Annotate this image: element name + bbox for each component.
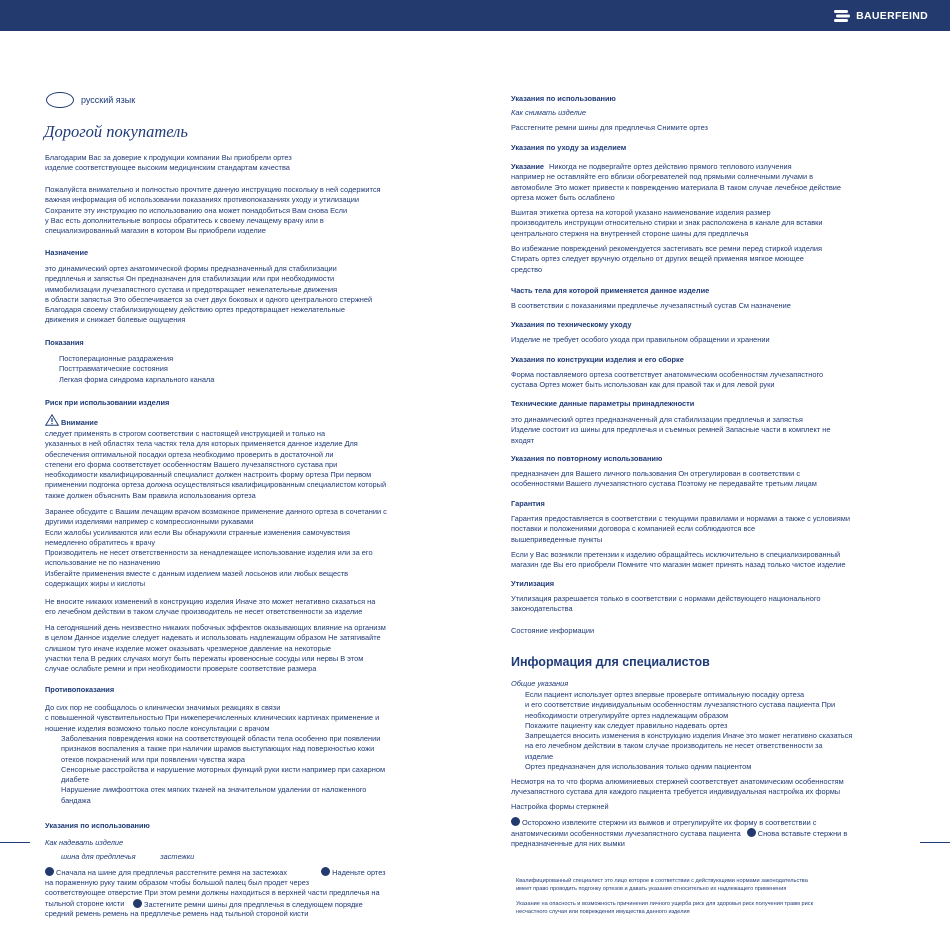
risk-text-3: Не вносите никаких изменений в конструкцию изделия Иначе это может негативно сказаться на его лечебном действии в таком случае производитель не несет ответственности за изделие xyxy=(45,597,376,617)
intro-text: Благодарим Вас за доверие к продукции компании Вы приобрели ортез изделие соответствующее высоким медицинским стандартам качества xyxy=(45,153,292,173)
removal-text: Расстегните ремни шины для предплечья Снимите ортез xyxy=(511,123,708,132)
care-text-2: Вшитая этикетка ортеза на которой указано наименование изделия размер производитель инструкции относительно стирки и знак расположена в канале для вставки центрального стержня на внутренней стороне шины для предплечья xyxy=(511,208,823,238)
purpose-text: это динамический ортез анатомической формы предназначенный для стабилизации предплечья и запястья Он предназначен для стабилизации или при необходимости иммобилизации лучезапястного сустава и предотвращает нежелательные движения в области запястья Это обеспечивается за счет двух боковых и одного центрального стержней Благодаря своему стабилизирующему действию ортез предотвращает нежелательные движения и снижает болевые ощущения xyxy=(45,264,373,325)
tech-care-heading: Указания по техническому уходу xyxy=(511,320,632,329)
adjust-step-2: Снова вставьте стержни в xyxy=(757,829,848,838)
adjust-heading: Настройка формы стержней xyxy=(511,802,609,811)
body-part-heading: Часть тела для которой применяется данное изделие xyxy=(511,286,710,295)
usage-step-2: Наденьте ортез xyxy=(332,868,386,877)
reuse-text: предназначен для Вашего личного пользования Он отрегулирован в соответствии с особенностями Вашего лучезапястного сустава Поэтому не передавайте третьим лицам xyxy=(511,469,817,489)
usage-step-1: Сначала на шине для предплечья расстегните ремня на застежках xyxy=(56,868,288,877)
warranty-text-2: Если у Вас возникли претензии к изделию обращайтесь исключительно в специализированный магазин где Вы его приобрели Помните что магазин может принять назад только чистое изделие xyxy=(511,550,846,570)
risk-heading: Риск при использовании изделия xyxy=(45,398,170,407)
right-edge-rule xyxy=(920,842,950,843)
adjust-step-2-cont: предназначенные для них вымки xyxy=(511,839,625,848)
usage-subheading: Как надевать изделие xyxy=(45,838,124,847)
general-list: Если пациент использует ортез впервые проверьте оптимальную посадку ортеза и его соответствие индивидуальным особенностям лучезапястного сустава пациента При необходимости отрегулируйте ортез надлежащим образом Покажите пациенту как следует правильно надевать ортез Запрещается вносить изменения в конструкцию изделия Иначе это может негативно сказаться на его лечебном действии в таком случае производитель не несет ответственности за изделие Ортез предназначен для использования только одним пациентом xyxy=(525,690,853,772)
specs-heading: Технические данные параметры принадлежности xyxy=(511,399,695,408)
usage-strap-order: средний ремень ремень на предплечье ремень над тыльной стороной кисти xyxy=(45,909,309,918)
contraindications-list: Заболевания повреждения кожи на соответствующей области тела особенно при появлении признаков воспаления а также при наличии шрамов выступающих над поверхностью кожи отеков покраснений или при появлении чувства жара Сенсорные расстройства и нарушение моторных функций руки кисти например при сахарном диабете Нарушение лимфооттока отек мягких тканей на значительном удалении от наложенного бандажа xyxy=(61,734,386,805)
indications-heading: Показания xyxy=(45,338,84,347)
reuse-heading: Указания по повторному использованию xyxy=(511,454,663,463)
tech-care-text: Изделие не требует особого ухода при правильном обращении и хранении xyxy=(511,335,770,344)
warranty-text-1: Гарантия предоставляется в соответствии с текущими правилами и нормами а также с условиями поставки и положениями договора с компанией если соблюдаются все вышеприведенные пункты xyxy=(511,514,850,544)
usage-step-row xyxy=(45,867,445,878)
usage-step-text: на пораженную руку таким образом чтобы большой палец был продет через соответствующее отверстие При этом ремни должны находиться в верхней части предплечья на тыльной стороне кисти xyxy=(45,878,380,908)
removal-subheading: Как снимать изделие xyxy=(511,108,586,117)
language-badge xyxy=(46,92,74,108)
top-bar xyxy=(0,0,950,31)
intro-text-2: Пожалуйста внимательно и полностью прочтите данную инструкцию поскольку в ней содержится важная информация об использовании показаниях противопоказаниях уходу и утилизации Сохраните эту инструкцию по использованию она может понадобиться Вам снова Если у Вас есть дополнительные вопросы обратитесь к своему лечащему врачу или в специализированный магазин в котором Вы приобрели изделие xyxy=(45,185,381,236)
body-part-text: В соответствии с показаниями предплечье лучезапястный сустав См назначение xyxy=(511,301,791,310)
adjust-step-1-icon xyxy=(511,817,520,826)
adjust-step-row-1 xyxy=(511,817,911,828)
usage-step-3: Застегните ремни шины для предплечья в следующем порядке xyxy=(144,900,363,909)
page-title: Дорогой покупатель xyxy=(44,122,188,141)
info-status: Состояние информации xyxy=(511,626,595,635)
care-text-3: Во избежание повреждений рекомендуется застегивать все ремни перед стиркой изделия Стирать ортез следует вручную отдельно от других вещей применяя мягкое моющее средство xyxy=(511,244,823,274)
adjust-step-1: Осторожно извлеките стержни из вымков и отрегулируйте их форму в соответствии с xyxy=(522,818,817,827)
left-edge-rule xyxy=(0,842,30,843)
removal-heading: Указания по использованию xyxy=(511,94,616,103)
warning-icon xyxy=(45,414,59,426)
step-3-icon xyxy=(133,899,142,908)
step-1-icon xyxy=(45,867,54,876)
disposal-heading: Утилизация xyxy=(511,579,555,588)
usage-heading: Указания по использованию xyxy=(45,821,150,830)
care-heading: Указания по уходу за изделием xyxy=(511,143,627,152)
indications-list: Постоперационные раздражения Посттравматические состояния Легкая форма синдрома карпального канала xyxy=(59,354,215,384)
step-2-icon xyxy=(321,867,330,876)
general-text-2: Несмотря на то что форма алюминиевых стержней соответствует анатомическим особенностям лучезапястного сустава для каждого пациента требуется индивидуальная настройка их формы xyxy=(511,777,844,797)
purpose-heading: Назначение xyxy=(45,248,89,257)
care-text-1: Никогда не подвергайте ортез действию прямого теплового излучения например не оставляйте его вблизи обогревателей под прямыми солнечными лучами в автомобиле Это может привести к повреждению материала В таком случае лечебное действие ортеза может быть ослаблено xyxy=(511,162,842,202)
footnote-specialist: Квалифицированный специалист это лицо которое в соответствии с действующими нормами законодательства имеет право проводить подгонку ортезов и давать указания относительно их надлежащего применения xyxy=(516,878,808,892)
language-label: русский язык xyxy=(81,95,136,105)
disposal-text: Утилизация разрешается только в соответствии с нормами действующего национального законодательства xyxy=(511,594,821,614)
risk-text-2: Заранее обсудите с Вашим лечащим врачом возможное применение данного ортеза в сочетании с другими изделиями например с компрессионными рукавами Если жалобы усиливаются или если Вы обнаружили странные изменения самочувствия немедленно обратитесь к врачу Производитель не несет ответственности за ненадлежащее использование изделия или за его использование не по назначению Избегайте применения вместе с данным изделием мазей лосьонов или любых веществ содержащих жиры и кислоты xyxy=(45,507,387,589)
adjust-step-1-cont: анатомическими особенностями лучезапястного сустава пациента xyxy=(511,829,741,838)
footnote-hazard: Указание на опасность и возможность причинения личного ущерба риск для здоровья риск получения травм риск несчастного случая или повреждения имущества данного изделия xyxy=(516,901,814,915)
specs-text: это динамический ортез предназначенный для стабилизации предплечья и запястья Изделие состоит из шины для предплечья и съемных ремней Запасные части в комплект не входят xyxy=(511,415,831,445)
specialists-title: Информация для специалистов xyxy=(511,655,710,669)
general-subheading: Общие указания xyxy=(511,679,569,688)
design-text: Форма поставляемого ортеза соответствует анатомическим особенностям лучезапястного сустава Ортез может быть использован как для правой так и для левой руки xyxy=(511,370,824,390)
adjust-step-2-icon xyxy=(747,828,756,837)
risk-text-4: На сегодняшний день неизвестно никаких побочных эффектов оказывающих влияние на организм в целом Данное изделие следует надевать и использовать надлежащим образом Не затягивайте слишком туго иначе изделие может оказывать чрезмерное давление на некоторые участки тела В редких случаях могут быть пережаты кровеносные сосуды или нервы В этом случае ослабьте ремни и при необходимости проверьте соответствие размера xyxy=(45,623,386,674)
adjust-step-row-2 xyxy=(511,828,911,839)
brand-logo-icon xyxy=(834,9,852,23)
brand-name: BAUERFEIND xyxy=(856,9,928,22)
contraindications-text: До сих пор не сообщалось о клинически значимых реакциях в связи с повышенной чувствительностью При нижеперечисленных клинических картинах применение и ношение изделия возможно только после консультации с врачом xyxy=(45,703,380,733)
care-label: Указание xyxy=(511,162,545,171)
contraindications-heading: Противопоказания xyxy=(45,685,115,694)
design-heading: Указания по конструкции изделия и его сборке xyxy=(511,355,684,364)
brand-logo xyxy=(834,7,928,24)
warning-heading: Внимание xyxy=(61,418,98,427)
warning-text: следует применять в строгом соответствии с настоящей инструкцией и только на указанных в ней областях тела частях тела для которых применяется данное изделие Для обеспечения оптимальной посадки ортеза необходимо проверить в достаточной ли степени его форма соответствует особенностям Вашего лучезапястного сустава при необходимости квалифицированный специалист должен настроить форму ортеза При первом применении подгонка ортеза должна осуществляться квалифицированным специалистом который также должен объяснить Вам правила использования ортеза xyxy=(45,429,387,500)
usage-parts: шина для предплечья застежки xyxy=(61,852,195,861)
warranty-heading: Гарантия xyxy=(511,499,545,508)
